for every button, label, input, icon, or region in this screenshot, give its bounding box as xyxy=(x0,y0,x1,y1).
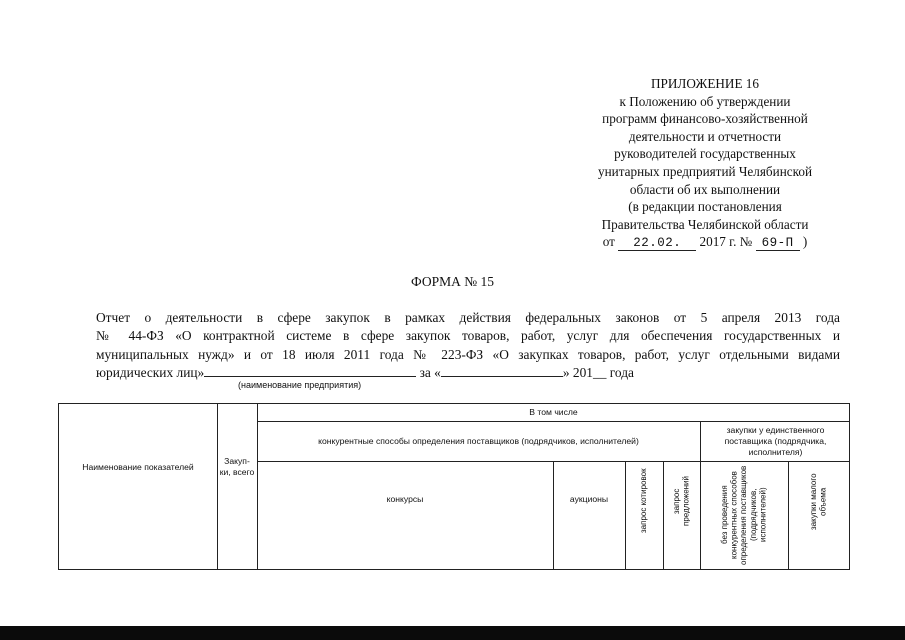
enterprise-caption: (наименование предприятия) xyxy=(238,380,362,390)
date-close: ) xyxy=(802,234,808,250)
period-blank xyxy=(441,365,563,377)
appendix-title: ПРИЛОЖЕНИЕ 16 xyxy=(651,76,759,91)
report-title xyxy=(96,309,840,383)
appendix-line: к Положению об утверждении xyxy=(619,93,791,109)
col-quotes-cell xyxy=(625,461,663,569)
col-small-volume: закупки малого объема xyxy=(809,473,828,531)
form-number: ФОРМА № 15 xyxy=(411,274,494,289)
col-quotes: запрос котировок xyxy=(639,468,649,534)
report-line-4-mid: за « xyxy=(419,365,441,381)
col-contests: конкурсы xyxy=(386,493,424,504)
appendix-date-line xyxy=(555,233,855,251)
col-without-competitive-cell xyxy=(700,461,788,569)
header-competitive: конкурентные способы определения поставщиков (подрядчиков, исполнителей) xyxy=(318,435,639,446)
date-year: 2017 г. № xyxy=(699,234,753,250)
appendix-line: Правительства Челябинской области xyxy=(601,216,809,232)
col-small-volume-cell xyxy=(788,461,850,569)
col-without-competitive: без проведения конкурентных способов определения поставщиков (подрядчиков, исполнителей) xyxy=(720,465,768,565)
date-prefix: от xyxy=(602,234,615,250)
appendix-line: деятельности и отчетности xyxy=(628,128,782,144)
appendix-line: унитарных предприятий Челябинской xyxy=(597,163,812,179)
report-table xyxy=(58,403,850,570)
col-indicator-name: Наименование показателей xyxy=(82,462,194,472)
col-proposals: запрос предложений xyxy=(671,476,691,526)
header-in-total: В том числе xyxy=(529,407,578,417)
col-total: Закуп-ки, всего xyxy=(219,456,255,477)
report-line-4 xyxy=(96,364,840,382)
appendix-line: руководителей государственных xyxy=(614,146,796,162)
appendix-line: (в редакции постановления xyxy=(628,199,782,215)
report-line-4-end: » 201__ года xyxy=(562,365,634,381)
report-line-1: Отчет о деятельности в сфере закупок в рамках действия федеральных законов от 5 апреля 2013 года xyxy=(96,310,840,325)
report-line-3: муниципальных нужд» и от 18 июля 2011 года № 223-ФЗ «О закупках товаров, работ, услуг отдельными видами xyxy=(96,346,840,362)
scan-edge-bar xyxy=(0,626,905,640)
enterprise-name-blank xyxy=(204,365,416,377)
col-auctions: аукционы xyxy=(569,493,609,504)
appendix-block xyxy=(555,75,855,251)
col-proposals-cell xyxy=(663,461,700,569)
number-handwritten: 69-П xyxy=(756,236,800,251)
report-line-4-start: юридических лиц» xyxy=(96,365,205,381)
report-line-2: № 44-ФЗ «О контрактной системе в сфере закупок товаров, работ, услуг для обеспечения государственных и xyxy=(96,328,840,344)
appendix-line: программ финансово-хозяйственной xyxy=(602,111,808,127)
header-single-supplier: закупки у единственного поставщика (подрядчика, исполнителя) xyxy=(724,424,827,457)
date-handwritten: 22.02. xyxy=(618,236,696,251)
appendix-line: области об их выполнении xyxy=(629,181,781,197)
